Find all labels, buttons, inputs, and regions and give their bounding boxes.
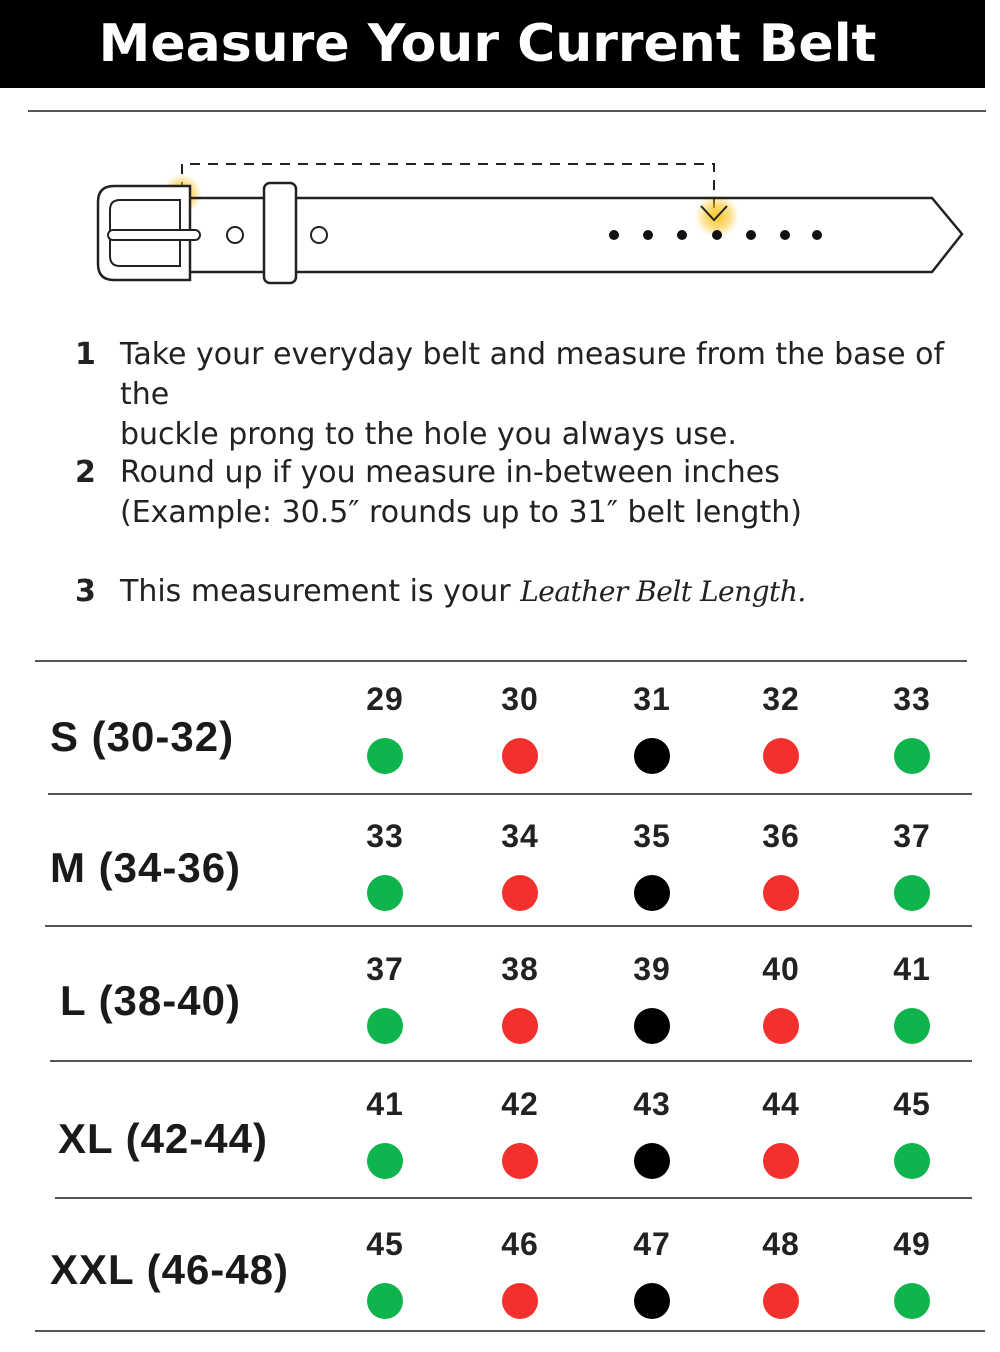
belt-hole (609, 230, 619, 240)
row-divider (48, 793, 972, 795)
belt-length-number: 29 (366, 681, 404, 717)
red-dot-icon (502, 875, 538, 911)
green-dot-icon (894, 738, 930, 774)
step-3 (75, 572, 975, 612)
green-dot-icon (367, 738, 403, 774)
size-cell (345, 1226, 425, 1319)
step-text (120, 572, 970, 612)
belt-length-number: 37 (366, 951, 404, 987)
size-cell (612, 1086, 692, 1179)
size-row (0, 1220, 1000, 1352)
page-title: Measure Your Current Belt (98, 14, 877, 74)
belt-length-number: 37 (893, 818, 931, 854)
belt-hole (643, 230, 653, 240)
size-cell (741, 681, 821, 774)
green-dot-icon (894, 875, 930, 911)
black-dot-icon (634, 875, 670, 911)
belt-length-number: 45 (366, 1226, 404, 1262)
belt-length-number: 41 (366, 1086, 404, 1122)
belt-length-number: 33 (366, 818, 404, 854)
size-cell (872, 1086, 952, 1179)
buckle-prong (108, 230, 200, 240)
belt-strap (185, 198, 962, 272)
size-cell (741, 951, 821, 1044)
size-cell (345, 681, 425, 774)
size-row (0, 1080, 1000, 1212)
belt-length-number: 34 (501, 818, 539, 854)
size-cell (480, 681, 560, 774)
size-cell (872, 951, 952, 1044)
size-cell (741, 1086, 821, 1179)
divider (28, 110, 986, 112)
table-top-rule (35, 660, 967, 662)
row-divider (50, 1060, 972, 1062)
belt-length-emphasis: Leather Belt Length. (520, 575, 806, 608)
belt-illustration (90, 150, 970, 290)
belt-length-number: 45 (893, 1086, 931, 1122)
red-dot-icon (763, 1143, 799, 1179)
step-line: Round up if you measure in-between inches (120, 455, 780, 490)
step-2 (75, 453, 975, 533)
belt-length-number: 47 (633, 1226, 671, 1262)
black-dot-icon (634, 1008, 670, 1044)
size-cell (741, 818, 821, 911)
size-cell (872, 1226, 952, 1319)
size-label: L (38-40) (60, 977, 241, 1024)
black-dot-icon (634, 1143, 670, 1179)
red-dot-icon (502, 1008, 538, 1044)
red-dot-icon (502, 1283, 538, 1319)
belt-length-number: 36 (762, 818, 800, 854)
size-cell (480, 1226, 560, 1319)
step-text (120, 453, 970, 533)
belt-length-number: 43 (633, 1086, 671, 1122)
step-line: Take your everyday belt and measure from the base of the (120, 337, 945, 412)
size-cell (741, 1226, 821, 1319)
belt-diagram (90, 150, 970, 290)
row-divider (45, 925, 972, 927)
belt-length-number: 32 (762, 681, 800, 717)
size-row (0, 945, 1000, 1077)
red-dot-icon (502, 738, 538, 774)
red-dot-icon (763, 1283, 799, 1319)
size-label: S (30-32) (50, 713, 235, 760)
size-row (0, 675, 1000, 807)
belt-hole (677, 230, 687, 240)
size-label: M (34-36) (50, 844, 242, 891)
red-dot-icon (763, 875, 799, 911)
belt-length-number: 35 (633, 818, 671, 854)
step-number: 3 (75, 574, 96, 609)
size-cell (480, 818, 560, 911)
row-divider (55, 1197, 972, 1199)
size-label: XL (42-44) (58, 1115, 268, 1162)
size-cell (612, 681, 692, 774)
size-label: XXL (46-48) (50, 1246, 289, 1293)
size-cell (612, 951, 692, 1044)
green-dot-icon (367, 1143, 403, 1179)
size-cell (872, 818, 952, 911)
belt-length-number: 40 (762, 951, 800, 987)
belt-length-number: 42 (501, 1086, 539, 1122)
step-1 (75, 335, 975, 452)
black-dot-icon (634, 738, 670, 774)
green-dot-icon (367, 1283, 403, 1319)
size-cell (345, 1086, 425, 1179)
green-dot-icon (894, 1143, 930, 1179)
rivet-hole (227, 227, 243, 243)
belt-length-number: 39 (633, 951, 671, 987)
belt-length-number: 30 (501, 681, 539, 717)
rivet-hole (311, 227, 327, 243)
size-cell (345, 951, 425, 1044)
size-cell (612, 818, 692, 911)
belt-length-number: 44 (762, 1086, 800, 1122)
belt-length-number: 46 (501, 1226, 539, 1262)
title-bar (0, 0, 985, 88)
step-number: 2 (75, 455, 96, 490)
step-line: buckle prong to the hole you always use. (120, 417, 737, 452)
belt-length-number: 41 (893, 951, 931, 987)
belt-keeper (264, 183, 296, 283)
belt-length-number: 49 (893, 1226, 931, 1262)
belt-hole-used (712, 230, 722, 240)
belt-hole (746, 230, 756, 240)
green-dot-icon (367, 1008, 403, 1044)
belt-length-number: 31 (633, 681, 671, 717)
belt-hole (780, 230, 790, 240)
row-divider (35, 1330, 985, 1332)
red-dot-icon (763, 738, 799, 774)
size-cell (872, 681, 952, 774)
belt-length-number: 33 (893, 681, 931, 717)
red-dot-icon (502, 1143, 538, 1179)
size-cell (345, 818, 425, 911)
green-dot-icon (367, 875, 403, 911)
green-dot-icon (894, 1008, 930, 1044)
red-dot-icon (763, 1008, 799, 1044)
measure-dashed-line (182, 164, 714, 208)
black-dot-icon (634, 1283, 670, 1319)
step-line: This measurement is your (120, 574, 511, 609)
belt-hole (812, 230, 822, 240)
size-cell (480, 951, 560, 1044)
green-dot-icon (894, 1283, 930, 1319)
step-number: 1 (75, 337, 96, 372)
size-cell (612, 1226, 692, 1319)
size-cell (480, 1086, 560, 1179)
belt-length-number: 38 (501, 951, 539, 987)
step-line: (Example: 30.5″ rounds up to 31″ belt length) (120, 495, 802, 530)
belt-length-number: 48 (762, 1226, 800, 1262)
step-text (120, 335, 970, 455)
